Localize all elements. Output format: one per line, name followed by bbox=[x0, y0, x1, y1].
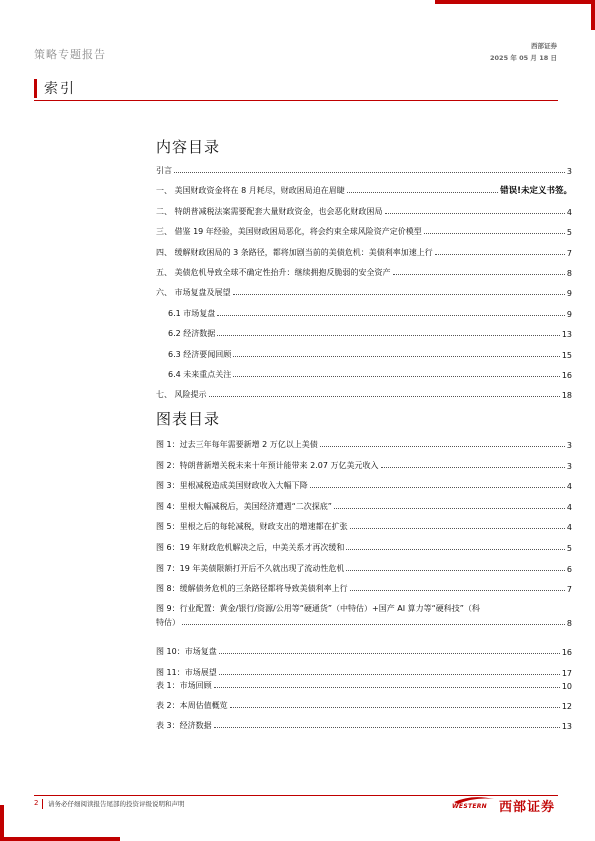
toc-leader-dots bbox=[214, 687, 560, 688]
toc-entry-label: 6.4 未来重点关注 bbox=[168, 370, 232, 379]
toc-leader-dots bbox=[347, 192, 498, 193]
contents-title: 内容目录 bbox=[156, 138, 221, 156]
toc-leader-dots bbox=[209, 396, 560, 397]
section-header bbox=[34, 78, 558, 101]
toc-leader-dots bbox=[217, 315, 565, 316]
corner-decoration-top bbox=[435, 0, 595, 4]
toc-entry-label: 6.2 经济数据 bbox=[168, 329, 216, 339]
report-type: 策略专题报告 bbox=[34, 48, 106, 61]
toc-entry[interactable] bbox=[156, 562, 572, 574]
toc-entry-label: 图 10：市场复盘 bbox=[156, 647, 217, 656]
toc-entry-label: 三、 借鉴 19 年经验，美国财政困局恶化，将会约束全球风险资产定价模型 bbox=[156, 227, 422, 237]
toc-entry-page: 15 bbox=[561, 350, 572, 360]
toc-entry-label: 图 3：里根减税造成美国财政收入大幅下降 bbox=[156, 481, 308, 491]
toc-entry[interactable] bbox=[156, 388, 572, 400]
toc-leader-dots bbox=[310, 487, 565, 488]
toc-entry-label: 6.3 经济要闻回顾 bbox=[168, 349, 232, 359]
toc-entry-label: 图 5：里根之后的每轮减税，财政支出的增速都在扩张 bbox=[156, 522, 348, 532]
toc-leader-dots bbox=[320, 446, 565, 447]
toc-entry[interactable] bbox=[156, 500, 572, 512]
toc-entry-page: 18 bbox=[561, 391, 572, 401]
toc-entry[interactable] bbox=[156, 246, 572, 258]
toc-entry[interactable] bbox=[156, 327, 572, 339]
toc-leader-dots bbox=[219, 653, 560, 654]
toc-entry-label: 图 6：19 年财政危机解决之后，中美关系才再次缓和 bbox=[156, 543, 345, 552]
toc-entry-label: 二、 特朗普减税法案需要配套大量财政资金，也会恶化财政困局 bbox=[156, 206, 383, 216]
toc-entry-page: 16 bbox=[561, 648, 572, 657]
corner-decoration-top-vertical bbox=[591, 0, 595, 30]
toc-entry-label: 四、 缓解财政困局的 3 条路径，都将加剧当前的美债危机：美债利率加速上行 bbox=[156, 247, 433, 257]
toc-entry[interactable] bbox=[156, 205, 572, 217]
toc-entry[interactable] bbox=[156, 225, 572, 237]
toc-entry-label: 五、 美债危机导致全球不确定性抬升：继续拥抱反脆弱的安全资产 bbox=[156, 268, 391, 277]
toc-entry-label: 图 9：行业配置：黄金/银行/资源/公用等“硬通货”（中特估）+国产 AI 算力等“硬科技”（科 bbox=[156, 603, 480, 613]
toc-entry[interactable] bbox=[156, 368, 572, 380]
toc-entry-page: 5 bbox=[566, 228, 572, 238]
toc-entry-page: 4 bbox=[566, 207, 572, 217]
corner-decoration-bottom-vertical bbox=[0, 805, 4, 841]
toc-leader-dots bbox=[217, 335, 560, 336]
toc-entry-page: 17 bbox=[561, 668, 572, 678]
toc-entry-label: 引言 bbox=[156, 166, 172, 175]
toc-leader-dots bbox=[350, 528, 565, 529]
toc-entry[interactable] bbox=[156, 438, 572, 450]
toc-entry-label: 6.1 市场复盘 bbox=[168, 308, 216, 318]
toc-entry-page: 7 bbox=[566, 248, 572, 258]
toc-entry[interactable] bbox=[156, 266, 572, 278]
company-logo bbox=[452, 794, 555, 816]
toc-entry[interactable] bbox=[156, 520, 572, 532]
toc-leader-dots bbox=[424, 233, 565, 234]
logo-english: WESTERN bbox=[452, 803, 487, 810]
toc-leader-dots bbox=[385, 213, 565, 214]
toc-entry-label: 图 4：里根大幅减税后，美国经济遭遇“二次探底” bbox=[156, 501, 332, 511]
toc-entry[interactable] bbox=[156, 699, 572, 711]
toc-entry[interactable] bbox=[156, 603, 572, 628]
toc-leader-dots bbox=[174, 172, 565, 173]
toc-leader-dots bbox=[346, 570, 565, 571]
toc-entry-page: 错误!未定义书签。 bbox=[500, 186, 572, 197]
toc-entry-label: 图 2：特朗普新增关税未来十年预计能带来 2.07 万亿美元收入 bbox=[156, 460, 379, 470]
toc-entry-page: 4 bbox=[566, 482, 572, 492]
toc-entry-label: 表 2：本周估值概览 bbox=[156, 701, 228, 710]
toc-leader-dots bbox=[393, 274, 565, 275]
figures-title: 图表目录 bbox=[156, 410, 221, 428]
toc-leader-dots bbox=[350, 590, 565, 591]
toc-leader-dots bbox=[435, 254, 565, 255]
toc-entry[interactable] bbox=[156, 645, 572, 657]
toc-entry-label: 图 7：19 年美债限额打开后不久就出现了流动性危机 bbox=[156, 563, 345, 573]
toc-entry-page: 8 bbox=[566, 618, 572, 628]
toc-entry-label: 表 1：市场回顾 bbox=[156, 681, 212, 690]
report-date: 2025 年 05 月 18 日 bbox=[490, 54, 557, 62]
toc-entry-page: 3 bbox=[566, 441, 572, 450]
toc-entry[interactable] bbox=[156, 582, 572, 594]
toc-leader-dots bbox=[381, 467, 565, 468]
toc-entry[interactable] bbox=[156, 184, 572, 196]
toc-entry-label: 图 8：缓解债务危机的三条路径都将导致美债利率上行 bbox=[156, 584, 348, 594]
page-number: 2 bbox=[34, 799, 39, 807]
toc-entry-page: 5 bbox=[566, 544, 572, 553]
toc-entry[interactable] bbox=[156, 348, 572, 360]
toc-leader-dots bbox=[219, 674, 560, 675]
toc-entry[interactable] bbox=[156, 164, 572, 176]
toc-entry-label: 七、 风险提示 bbox=[156, 390, 207, 400]
toc-entry-page: 9 bbox=[566, 289, 572, 299]
toc-entry-page: 4 bbox=[566, 502, 572, 512]
toc-entry-page: 3 bbox=[566, 461, 572, 471]
toc-leader-dots bbox=[233, 294, 565, 295]
toc-leader-dots bbox=[334, 508, 565, 509]
toc-entry-page: 4 bbox=[566, 523, 572, 533]
toc-entry-label-continued: 特估） bbox=[156, 617, 180, 627]
footer-separator bbox=[42, 799, 43, 809]
toc-entry-page: 16 bbox=[561, 371, 572, 380]
toc-entry-page: 7 bbox=[566, 585, 572, 595]
header-meta bbox=[490, 40, 557, 64]
toc-entry[interactable] bbox=[156, 541, 572, 553]
toc-entry[interactable] bbox=[156, 307, 572, 319]
toc-entry[interactable] bbox=[156, 719, 572, 731]
toc-entry-page: 8 bbox=[566, 269, 572, 278]
section-marker bbox=[34, 79, 37, 98]
corner-decoration-bottom bbox=[0, 837, 120, 841]
toc-entry-label: 图 1：过去三年每年需要新增 2 万亿以上美债 bbox=[156, 440, 318, 449]
toc-leader-dots bbox=[214, 727, 560, 728]
toc-entry[interactable] bbox=[156, 286, 572, 298]
toc-entry-label: 六、 市场复盘及展望 bbox=[156, 288, 231, 298]
toc-entry-page: 12 bbox=[561, 702, 572, 711]
toc-leader-dots bbox=[230, 707, 560, 708]
section-title: 索引 bbox=[44, 81, 76, 97]
toc-entry[interactable] bbox=[156, 666, 572, 678]
toc-entry-label: 一、 美国财政资金将在 8 月耗尽，财政困局迫在眉睫 bbox=[156, 186, 345, 196]
toc-entry-label: 表 3：经济数据 bbox=[156, 721, 212, 730]
footer-disclaimer: 请务必仔细阅读报告尾部的投资评级说明和声明 bbox=[48, 800, 185, 808]
toc-entry-label: 图 11：市场展望 bbox=[156, 667, 217, 677]
toc-leader-dots bbox=[182, 624, 565, 625]
toc-entry-page: 10 bbox=[561, 682, 572, 691]
toc-entry-page: 13 bbox=[561, 330, 572, 340]
logo-chinese: 西部证券 bbox=[499, 799, 556, 815]
toc-entry[interactable] bbox=[156, 459, 572, 471]
company-name: 西部证券 bbox=[531, 42, 557, 50]
toc-entry-page: 3 bbox=[566, 167, 572, 176]
toc-entry-page: 6 bbox=[566, 564, 572, 574]
toc-entry[interactable] bbox=[156, 679, 572, 691]
toc-leader-dots bbox=[346, 549, 565, 550]
toc-entry[interactable] bbox=[156, 479, 572, 491]
toc-entry-page: 13 bbox=[561, 722, 572, 731]
toc-leader-dots bbox=[233, 356, 560, 357]
toc-leader-dots bbox=[233, 376, 560, 377]
toc-entry-page: 9 bbox=[566, 309, 572, 319]
